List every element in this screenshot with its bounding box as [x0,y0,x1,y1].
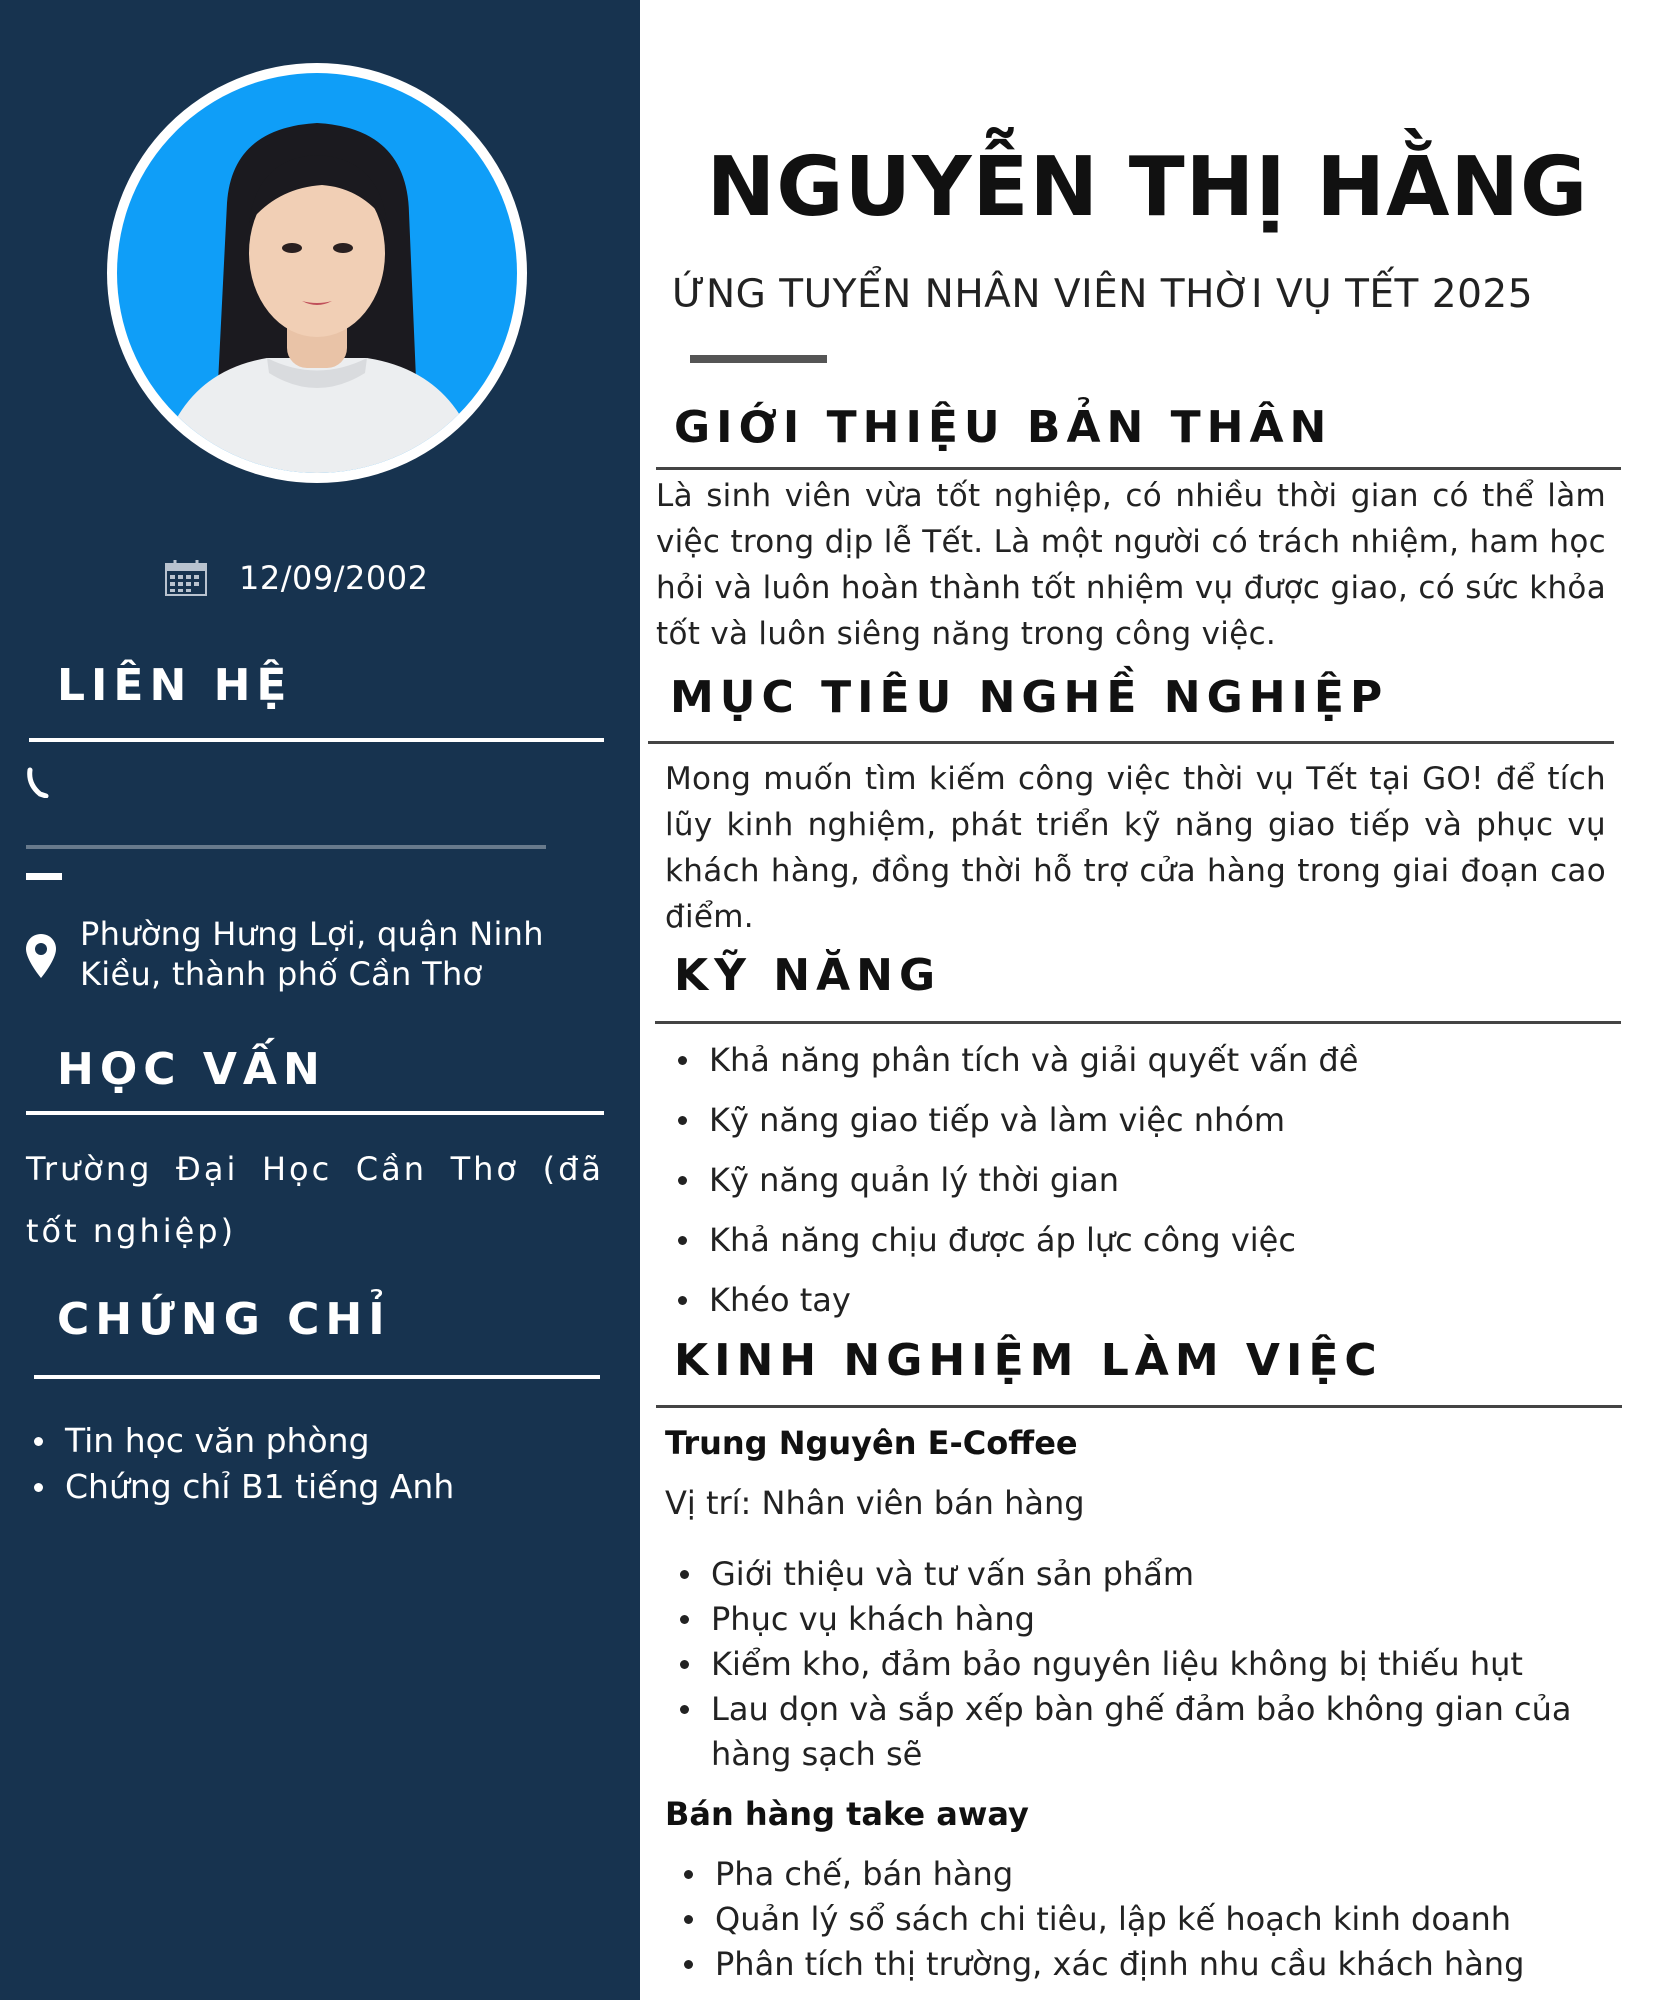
list-item: Phục vụ khách hàng [672,1597,1627,1642]
bullet-icon [678,1296,687,1305]
email-icon [26,873,62,880]
list-item: Khả năng chịu được áp lực công việc [670,1210,1358,1270]
bullet-icon [680,1570,689,1579]
about-text: Là sinh viên vừa tốt nghiệp, có nhiều thời gian có thể làm việc trong dịp lễ Tết. Là một người có trách nhiệm, ham học hỏi và luôn hoàn thành tốt nhiệm vụ được giao, có sức khỏa tốt và luôn siêng năng trong công việc. [656,478,1606,652]
contact-divider [29,738,604,742]
list-item: Tin học văn phòng [26,1418,454,1464]
objective-divider [648,741,1614,744]
bullet-icon [678,1236,687,1245]
job-tasks-list [672,1552,1627,1777]
job-tasks-list [676,1852,1626,1987]
calendar-icon [165,560,207,596]
list-item: Lau dọn và sắp xếp bàn ghế đảm bảo không gian của hàng sạch sẽ [672,1687,1627,1777]
certificates-divider [34,1375,600,1379]
location-pin-icon [26,934,56,978]
about-divider [656,467,1621,470]
certificates-list [26,1418,454,1510]
bullet-icon [684,1915,693,1924]
list-item: Quản lý sổ sách chi tiêu, lập kế hoạch kinh doanh [676,1897,1626,1942]
contact-heading: LIÊN HỆ [57,660,293,711]
bullet-icon [34,1483,43,1492]
experience-divider [656,1405,1622,1408]
bullet-icon [34,1437,43,1446]
about-heading: GIỚI THIỆU BẢN THÂN [674,402,1333,453]
education-text: Trường Đại Học Cần Thơ (đã tốt nghiệp) [26,1150,604,1250]
experience-heading: KINH NGHIỆM LÀM VIỆC [674,1335,1383,1386]
bullet-icon [684,1870,693,1879]
application-title: ỨNG TUYỂN NHÂN VIÊN THỜI VỤ TẾT 2025 [672,272,1534,317]
accent-bar [690,355,827,363]
skills-heading: KỸ NĂNG [674,950,942,1001]
bullet-icon [680,1705,689,1714]
bullet-icon [678,1056,687,1065]
list-item: Giới thiệu và tư vấn sản phẩm [672,1552,1627,1597]
list-item: Kiểm kho, đảm bảo nguyên liệu không bị thiếu hụt [672,1642,1627,1687]
bullet-icon [680,1615,689,1624]
sidebar [0,0,640,2000]
redacted-email-line [26,845,546,849]
avatar-frame [107,63,527,483]
list-item: Phân tích thị trường, xác định nhu cầu khách hàng [676,1942,1626,1987]
list-item: Chứng chỉ B1 tiếng Anh [26,1464,454,1510]
list-item: Khả năng phân tích và giải quyết vấn đề [670,1030,1358,1090]
address [26,914,600,994]
certificates-heading: CHỨNG CHỈ [57,1294,391,1345]
job-company: Bán hàng take away [665,1795,1029,1833]
job-role: Vị trí: Nhân viên bán hàng [665,1484,1085,1522]
job-company: Trung Nguyên E-Coffee [665,1424,1078,1462]
bullet-icon [680,1660,689,1669]
candidate-name: NGUYỄN THỊ HẰNG [706,140,1589,235]
list-item: Pha chế, bán hàng [676,1852,1626,1897]
bullet-icon [684,1960,693,1969]
list-item: Khéo tay [670,1270,1358,1330]
profile-photo [117,73,517,473]
skills-list [670,1030,1358,1330]
skills-divider [655,1021,1621,1024]
bullet-icon [678,1176,687,1185]
address-text: Phường Hưng Lợi, quận Ninh Kiều, thành phố Cần Thơ [80,915,544,993]
avatar [117,73,517,473]
phone-icon [26,766,66,798]
objective-text: Mong muốn tìm kiếm công việc thời vụ Tết tại GO! để tích lũy kinh nghiệm, phát triển kỹ năng giao tiếp và phục vụ khách hàng, đồng thời hỗ trợ cửa hàng trong giai đoạn cao điểm. [665,761,1606,935]
list-item: Kỹ năng quản lý thời gian [670,1150,1358,1210]
education-heading: HỌC VẤN [57,1044,326,1095]
list-item: Kỹ năng giao tiếp và làm việc nhóm [670,1090,1358,1150]
bullet-icon [678,1116,687,1125]
date-of-birth-text: 12/09/2002 [239,558,429,597]
objective-heading: MỤC TIÊU NGHỀ NGHIỆP [670,672,1389,723]
date-of-birth [165,555,428,600]
education-divider [26,1111,604,1115]
